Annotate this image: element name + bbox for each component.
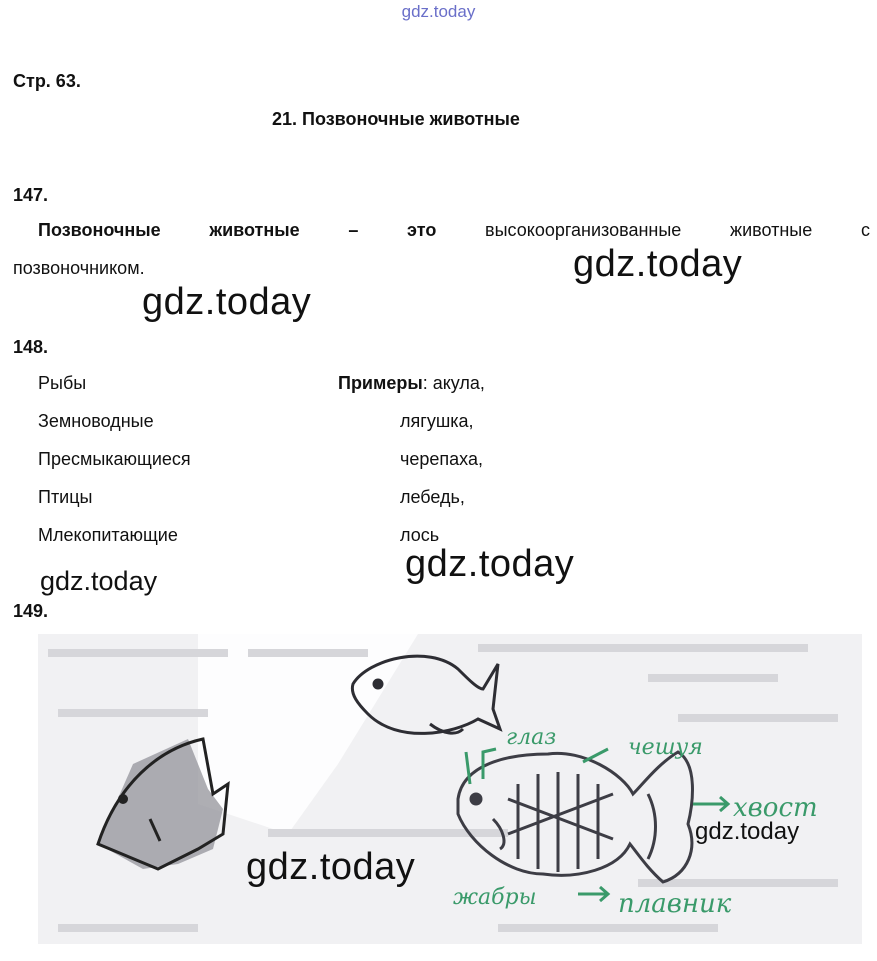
fish-drawing-svg [38, 634, 862, 944]
definition-word: Позвоночные [38, 220, 161, 240]
task-147-number: 147. [13, 185, 49, 205]
definition-word: животные [209, 220, 300, 240]
example-animal: лягушка, [400, 411, 474, 431]
hand-label-scales [628, 735, 703, 760]
definition-word: это [407, 220, 437, 240]
task-149-number: 149. [13, 601, 49, 621]
example-animal: черепаха, [400, 449, 483, 469]
task-147-definition-line2: позвоночником. [13, 258, 145, 278]
definition-word: высокоорганизованные [485, 220, 682, 240]
class-name: Млекопитающие [38, 525, 178, 545]
watermark: gdz.today [40, 566, 158, 596]
hand-label-eye [506, 725, 556, 750]
header-watermark: gdz.today [401, 2, 476, 21]
examples-label: Примеры [338, 373, 423, 393]
hand-label-fin [618, 889, 732, 919]
definition-word: с [860, 220, 870, 240]
page-reference: Стр. 63. [13, 71, 81, 91]
watermark: gdz.today [142, 281, 312, 323]
example-animal: : акула, [422, 373, 485, 393]
svg-text:жабры: жабры [453, 885, 537, 910]
svg-text:глаз: глаз [506, 725, 557, 750]
svg-text:чешуя: чешуя [628, 735, 703, 760]
task-147-definition-line1 [38, 220, 870, 241]
watermark: gdz.today [246, 846, 416, 888]
examples-row-first [338, 373, 485, 394]
example-animal: лось [400, 525, 440, 545]
class-name: Земноводные [38, 411, 154, 431]
svg-text:плавник: плавник [618, 889, 732, 919]
svg-text:хвост: хвост [733, 793, 818, 823]
hand-label-gills [453, 885, 537, 910]
watermark: gdz.today [405, 543, 575, 585]
watermark: gdz.today [695, 818, 800, 845]
fish-drawing-photo [38, 634, 862, 944]
definition-word: – [348, 220, 359, 240]
task-148-number: 148. [13, 337, 49, 357]
section-title: 21. Позвоночные животные [272, 109, 520, 129]
class-name: Рыбы [38, 373, 87, 393]
example-animal: лебедь, [400, 487, 465, 507]
watermark: gdz.today [573, 243, 743, 285]
class-name: Птицы [38, 487, 93, 507]
class-name: Пресмыкающиеся [38, 449, 191, 469]
definition-word: животные [730, 220, 813, 240]
